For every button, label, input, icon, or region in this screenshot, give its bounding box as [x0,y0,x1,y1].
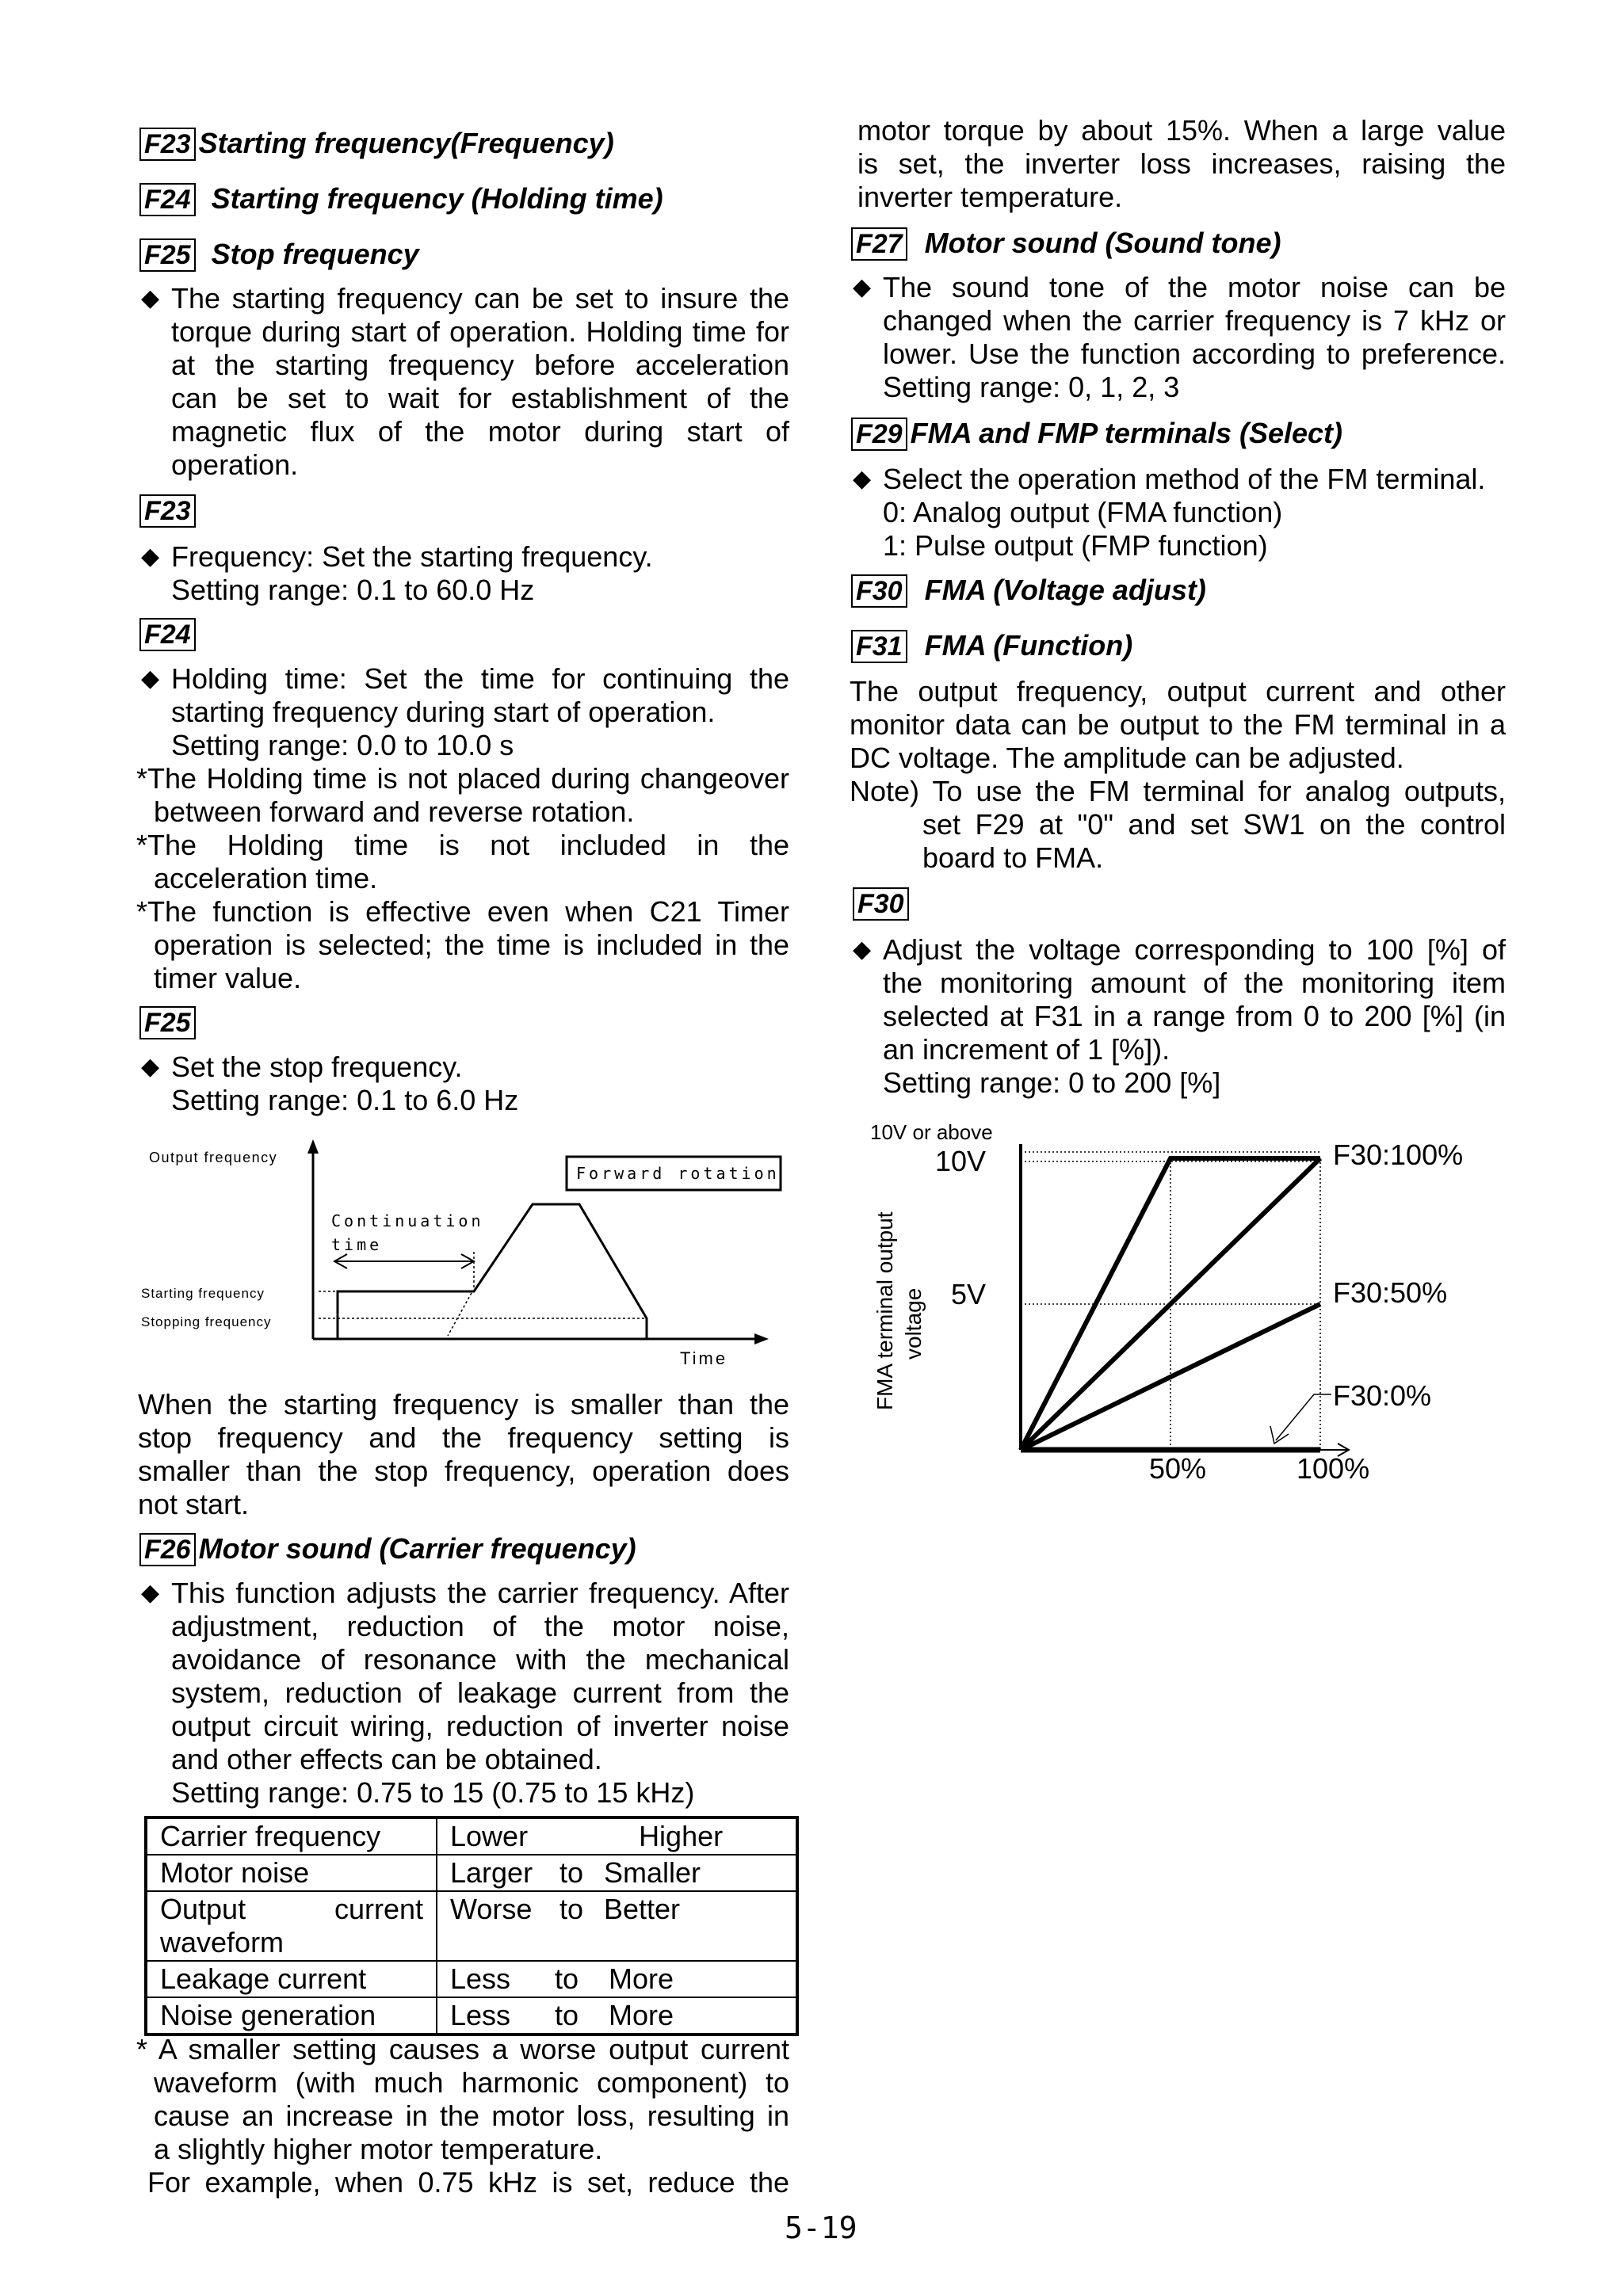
text-line: The sound tone of the motor noise can be [883,271,1506,303]
f29-code: F29 [851,418,907,451]
text-line: stop frequency and the frequency setting is [138,1421,789,1454]
text-line: For example, when 0.75 kHz is set, reduce the [147,2166,789,2199]
table-value: Better [604,1893,681,1925]
text-line: set F29 at "0" and set SW1 on the control [922,808,1506,841]
text-line: between forward and reverse rotation. [154,795,635,828]
text-line: Holding time: Set the time for continuing the [171,662,789,695]
footnote-paragraph [136,2033,789,2199]
text-line: Setting range: 0.75 to 15 (0.75 to 15 kHz) [171,1776,695,1809]
table-cell [146,1891,437,1961]
f24-sub-text [171,662,789,762]
starting-frequency-label: Starting frequency [141,1286,265,1301]
five-volts-label: 5V [951,1278,987,1310]
table-value: Less [450,1999,511,2031]
f30-100-label: F30:100% [1333,1138,1464,1171]
f23-sub-heading [139,494,196,528]
f30-0-label: F30:0% [1333,1379,1432,1412]
text-line: lower. Use the function according to preference. [883,338,1506,370]
continuation-label: Continuation [331,1211,484,1230]
y-axis-label: Output frequency [149,1150,278,1165]
f24-code: F24 [139,183,196,216]
table-value: Higher [639,1820,724,1852]
f27-paragraph [883,271,1506,404]
text-line: Setting range: 0.1 to 60.0 Hz [171,574,535,606]
table-cell: Leakage current [146,1961,437,1997]
text-line: acceleration time. [154,862,378,894]
f30-sub-code: F30 [853,887,909,921]
y-axis-label: FMA terminal output [873,1211,897,1410]
text-line: Setting range: 0 to 200 [%] [883,1066,1221,1099]
text-line: output circuit wiring, reduction of inverter noise [171,1710,789,1742]
table-value: to [555,1999,579,2031]
table-value: Output current waveform [160,1893,423,1958]
table-row [146,1961,797,1997]
y-axis-arrow [307,1139,319,1154]
text-line: at the starting frequency before acceleration [171,349,789,381]
f26-code: F26 [139,1533,196,1566]
table-value: to [559,1893,584,1925]
f30-sub-heading [853,887,909,921]
f25-sub-text [171,1051,518,1117]
text-line: and other effects can be obtained. [171,1743,602,1775]
text-line: *The Holding time is not placed during changeover [136,762,789,795]
text-line: smaller than the stop frequency, operation does [138,1455,789,1487]
diamond-bullet-icon: ◆ [141,1054,160,1080]
x-tick-100: 100% [1296,1452,1370,1485]
f23-heading [139,127,614,161]
text-line: Frequency: Set the starting frequency. [171,540,653,573]
diamond-bullet-icon: ◆ [853,466,872,492]
text-line: not start. [138,1488,250,1520]
f24-title: Starting frequency (Holding time) [211,182,663,215]
text-line: monitor data can be output to the FM terminal in a [850,708,1506,741]
text-line: This function adjusts the carrier frequency. After [171,1577,789,1609]
text-line: 1: Pulse output (FMP function) [883,529,1268,562]
text-line: waveform (with much harmonic component) to [154,2066,789,2099]
f24-sub-code: F24 [139,618,196,651]
table-value: Worse [450,1893,533,1925]
text-line: Setting range: 0, 1, 2, 3 [883,371,1180,403]
text-line: cause an increase in the motor loss, resulting in [154,2100,789,2132]
note-paragraph [850,775,1506,875]
text-line: system, reduction of leakage current from the [171,1676,789,1709]
table-value: More [609,1962,674,1995]
table-cell [437,1817,797,1855]
f25-sub-code: F25 [139,1006,196,1039]
text-line: Setting range: 0.1 to 6.0 Hz [171,1084,519,1116]
f31-paragraph [850,675,1506,775]
f30-code: F30 [851,574,907,608]
diamond-bullet-icon: ◆ [141,666,160,692]
diamond-bullet-icon: ◆ [853,274,872,300]
text-line: Note) To use the FM terminal for analog outputs, [850,775,1506,807]
text-line: Adjust the voltage corresponding to 100 [%] of [883,933,1506,966]
diamond-bullet-icon: ◆ [853,936,872,963]
f30-50-label: F30:50% [1333,1276,1448,1309]
continued-paragraph [857,114,1506,214]
text-line: changed when the carrier frequency is 7 kHz or [883,304,1506,337]
f31-heading [851,629,1132,663]
text-line: The starting frequency can be set to insure the [171,282,789,315]
f29-title: FMA and FMP terminals (Select) [910,417,1343,449]
text-line: When the starting frequency is smaller than the [138,1388,789,1421]
table-value: Lower [450,1820,529,1852]
f25-code: F25 [139,238,196,272]
f23-code: F23 [139,128,196,161]
fma-output-graph [864,1109,1514,1505]
text-line: board to FMA. [922,841,1104,874]
x-axis-arrow [754,1333,769,1344]
text-line: inverter temperature. [857,181,1123,213]
forward-rotation-label: Forward rotation [576,1164,780,1183]
f25-title: Stop frequency [211,238,419,270]
table-cell: Carrier frequency [146,1817,437,1855]
text-line: *The Holding time is not included in the [136,829,789,861]
text-line: motor torque by about 15%. When a large value [857,114,1506,147]
f29-paragraph [883,463,1485,563]
f24-sub-heading [139,618,196,651]
f30-heading [851,574,1206,608]
diamond-bullet-icon: ◆ [141,1580,160,1606]
table-cell: Motor noise [146,1855,437,1891]
f24-heading [139,182,663,216]
table-value: Larger [450,1856,533,1889]
f29-heading [851,417,1342,451]
f26-title: Motor sound (Carrier frequency) [198,1532,636,1565]
text-line: The output frequency, output current and other [850,675,1506,707]
f31-title: FMA (Function) [924,629,1133,662]
text-line: torque during start of operation. Holding time for [171,315,789,348]
text-line: is set, the inverter loss increases, raising the [857,147,1506,180]
text-line: starting frequency during start of operation. [171,696,716,728]
f27-title: Motor sound (Sound tone) [924,227,1281,259]
f30-sub-paragraph [883,933,1506,1100]
text-line: can be set to wait for establishment of the [171,382,789,414]
ramp-extension-dash [448,1293,472,1336]
diamond-bullet-icon: ◆ [141,543,160,570]
table-cell [437,1961,797,1997]
table-row [146,1855,797,1891]
y-axis-label-2: voltage [901,1287,926,1360]
f25-sub-heading [139,1006,196,1039]
text-line: avoidance of resonance with the mechanical [171,1643,789,1676]
f30-title: FMA (Voltage adjust) [924,574,1206,606]
f27-heading [851,227,1281,261]
text-line: 0: Analog output (FMA function) [883,496,1283,528]
stopping-frequency-label: Stopping frequency [141,1314,272,1329]
table-value: to [559,1856,584,1889]
ten-volts-label: 10V [935,1145,987,1177]
f25-heading [139,238,419,272]
text-line: magnetic flux of the motor during start of [171,415,789,448]
table-cell [437,1855,797,1891]
x-tick-50: 50% [1149,1452,1207,1485]
f31-code: F31 [851,630,907,663]
f30-0-pointer-line [1276,1394,1331,1440]
text-line: Set the stop frequency. [171,1051,463,1083]
table-cell: Noise generation [146,1997,437,2035]
page-number: 5-19 [785,2210,857,2245]
holding-notes [136,762,789,995]
f23-sub-text [171,540,653,607]
continuation-label-2: time [331,1235,383,1254]
carrier-frequency-table [144,1816,799,2036]
time-label: Time [680,1348,728,1368]
f26-heading [139,1532,636,1566]
diamond-bullet-icon: ◆ [141,285,160,311]
table-value: Less [450,1962,511,1995]
table-row [146,1891,797,1961]
table-value: More [609,1999,674,2031]
text-line: *The function is effective even when C21 Timer [136,895,789,928]
f27-code: F27 [851,227,907,261]
text-line: operation is selected; the time is included in the [154,929,789,961]
after-diagram-paragraph [138,1388,789,1521]
text-line: selected at F31 in a range from 0 to 200 [%] (in [883,1000,1506,1032]
table-cell [437,1891,797,1961]
table-value: to [555,1962,579,1995]
f23-sub-code: F23 [139,494,196,528]
text-line: Select the operation method of the FM terminal. [883,463,1486,495]
table-row [146,1817,797,1855]
f26-paragraph [171,1577,789,1810]
ten-volts-or-above-label: 10V or above [870,1120,993,1144]
starting-frequency-diagram [135,1133,792,1379]
text-line: operation. [171,448,299,481]
text-line: * A smaller setting causes a worse output current [136,2033,789,2065]
text-line: an increment of 1 [%]). [883,1033,1170,1066]
text-line: a slightly higher motor temperature. [154,2133,603,2165]
table-value: Smaller [604,1856,701,1889]
intro-paragraph [171,282,789,482]
f23-title: Starting frequency(Frequency) [198,127,614,159]
text-line: DC voltage. The amplitude can be adjusted. [850,742,1404,774]
text-line: timer value. [154,962,302,994]
text-line: adjustment, reduction of the motor noise, [171,1610,789,1642]
table-cell [437,1997,797,2035]
text-line: Setting range: 0.0 to 10.0 s [171,729,514,761]
table-row [146,1997,797,2035]
text-line: the monitoring amount of the monitoring item [883,967,1506,999]
